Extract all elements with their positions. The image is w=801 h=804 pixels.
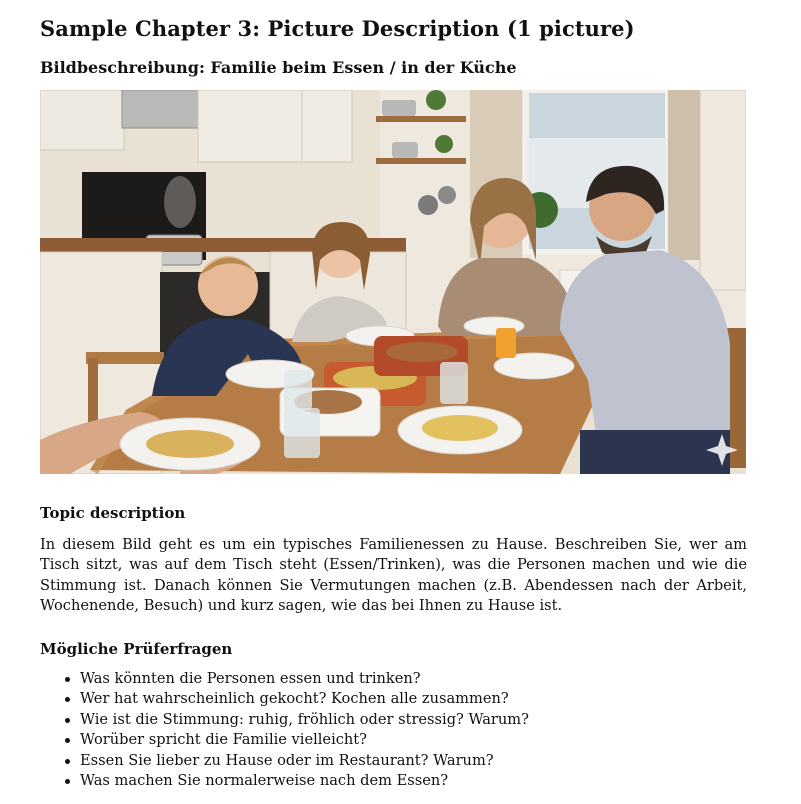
wall-shelf-top xyxy=(376,116,466,122)
picture-subtitle: Bildbeschreibung: Familie beim Essen / in der Küche xyxy=(40,58,517,77)
question-text: Was könnten die Personen essen und trinken? xyxy=(80,670,421,687)
question-text: Wer hat wahrscheinlich gekocht? Kochen alle zusammen? xyxy=(80,690,509,708)
family-dinner-photo xyxy=(40,90,746,474)
list-item xyxy=(40,669,529,689)
list-item xyxy=(40,710,529,730)
juice-glass xyxy=(496,328,516,358)
bullet-icon xyxy=(65,759,70,764)
upper-cabinet-left xyxy=(40,90,124,150)
question-text: Worüber spricht die Familie vielleicht? xyxy=(80,731,368,749)
topic-heading: Topic description xyxy=(40,504,186,522)
question-text: Essen Sie lieber zu Hause oder im Restaurant? Warum? xyxy=(80,751,494,769)
boy-head xyxy=(198,256,258,316)
wall-shelf-bottom xyxy=(376,158,466,164)
steam xyxy=(164,176,196,228)
list-item xyxy=(40,751,529,771)
curtain-right xyxy=(668,90,700,260)
bullet-icon xyxy=(65,677,70,682)
bullet-icon xyxy=(65,697,70,702)
examiner-questions-heading: Mögliche Prüferfragen xyxy=(40,640,233,658)
hanging-pan xyxy=(418,195,438,215)
list-item xyxy=(40,771,529,791)
examiner-questions-list xyxy=(40,669,529,791)
question-text: Was machen Sie normalerweise nach dem Essen? xyxy=(80,772,449,790)
bullet-icon xyxy=(65,738,70,743)
list-item xyxy=(40,730,529,750)
list-item xyxy=(40,689,529,709)
chapter-title: Sample Chapter 3: Picture Description (1 picture) xyxy=(40,16,635,41)
bullet-icon xyxy=(65,779,70,784)
bullet-icon xyxy=(65,718,70,723)
water-glass xyxy=(284,370,312,410)
question-text: Wie ist die Stimmung: ruhig, fröhlich oder stressig? Warum? xyxy=(80,710,529,728)
topic-description: In diesem Bild geht es um ein typisches Familienessen zu Hause. Beschreiben Sie, wer am Tisch sitzt, was auf dem Tisch steht (Essen/Trinken), was die Personen machen und wie die Stimmung ist. Danach können Sie Vermutungen machen (z.B. Abendessen nach der Arbeit, Wochenende, Besuch) und kurz sagen, wie das bei Ihnen zu Hause ist. xyxy=(40,536,747,615)
glass-cabinet xyxy=(700,90,746,290)
